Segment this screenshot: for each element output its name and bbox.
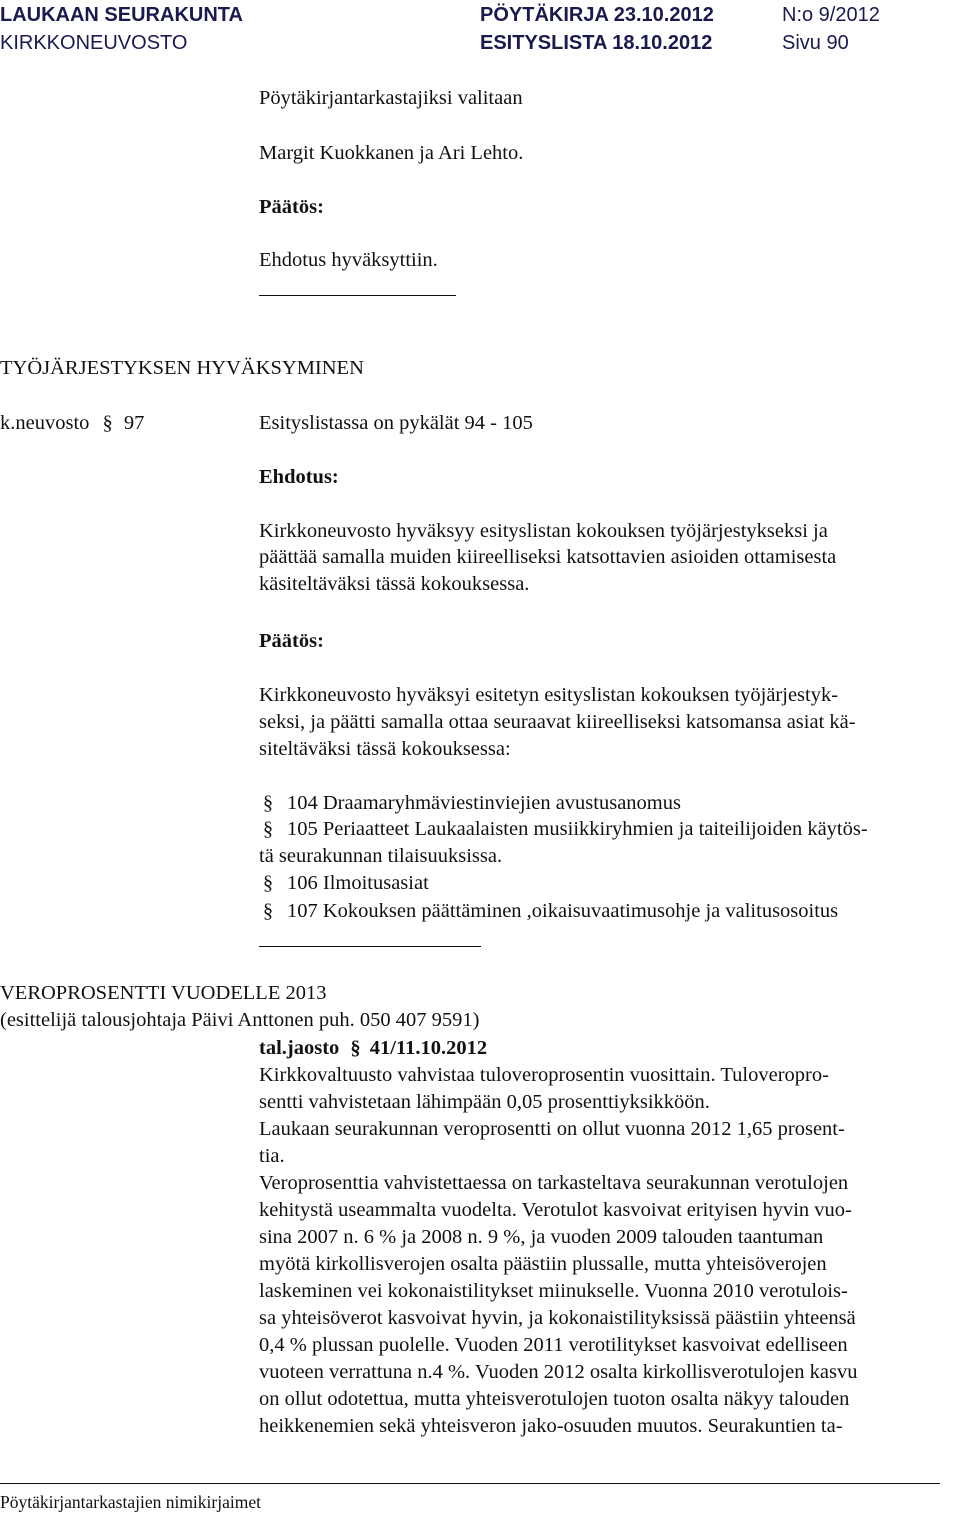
body-line: Veroprosenttia vahvistettaessa on tarkasteltava seurakunnan verotulojen	[259, 1172, 849, 1194]
committee-ref: tal.jaosto	[259, 1037, 340, 1059]
proposal-line: käsiteltäväksi tässä kokouksessa.	[259, 573, 530, 595]
body-line: sentti vahvistetaan lähimpään 0,05 prosenttiyksikköön.	[259, 1091, 710, 1113]
inspectors-intro: Pöytäkirjantarkastajiksi valitaan	[259, 87, 523, 109]
org-body: KIRKKONEUVOSTO	[0, 32, 188, 54]
decision-line: Kirkkoneuvosto hyväksyi esitetyn esityslistan kokouksen työjärjestyk-	[259, 684, 839, 706]
decision-label: Päätös:	[259, 196, 324, 218]
page-number: Sivu 90	[782, 32, 849, 54]
decision-text: Ehdotus hyväksyttiin.	[259, 249, 438, 271]
committee-reference	[259, 1038, 487, 1059]
item-title: TYÖJÄRJESTYKSEN HYVÄKSYMINEN	[0, 357, 364, 379]
decision-line: siteltäväksi tässä kokouksessa:	[259, 738, 511, 760]
footer-rule	[0, 1483, 940, 1484]
tax-item-presenter: (esittelijä talousjohtaja Päivi Anttonen puh. 050 407 9591)	[0, 1009, 480, 1031]
section-sign: §	[262, 872, 274, 894]
added-item-text: 105 Periaatteet Laukaalaisten musiikkiryhmien ja taiteilijoiden käytös-	[287, 818, 868, 840]
tax-item-title: VEROPROSENTTI VUODELLE 2013	[0, 982, 327, 1004]
body-line: heikkenemien sekä yhteisveron jako-osuuden muutos. Seurakuntien ta-	[259, 1415, 843, 1437]
section-sign: §	[262, 900, 274, 922]
section-sign: §	[262, 792, 274, 814]
section-sign: §	[350, 1037, 361, 1059]
body-line: sa yhteisöverot kasvoivat hyvin, ja kokonaistilityksissä päästiin yhteensä	[259, 1307, 856, 1329]
body-ref: k.neuvosto	[0, 412, 90, 434]
added-item-text: 107 Kokouksen päättäminen ,oikaisuvaatimusohje ja valitusosoitus	[287, 900, 839, 922]
body-line: kehitystä useammalta vuodelta. Verotulot kasvoivat erityisen hyvin vuo-	[259, 1199, 852, 1221]
decision-line: seksi, ja päätti samalla ottaa seuraavat kiireelliseksi katsomansa asiat kä-	[259, 711, 856, 733]
section-sign: §	[262, 818, 274, 840]
minutes-date: PÖYTÄKIRJA 23.10.2012	[480, 4, 714, 26]
added-item-text: tä seurakunnan tilaisuuksissa.	[259, 845, 503, 867]
body-line: myötä kirkollisverojen osalta päästiin plussalle, mutta yhteisöverojen	[259, 1253, 827, 1275]
committee-number: 41/11.10.2012	[369, 1037, 488, 1059]
agenda-date: ESITYSLISTA 18.10.2012	[480, 32, 713, 54]
body-line: tia.	[259, 1145, 285, 1167]
proposal-line: päättää samalla muiden kiireelliseksi katsottavien asioiden ottamisesta	[259, 546, 837, 568]
minutes-number: N:o 9/2012	[782, 4, 880, 26]
proposal-line: Kirkkoneuvosto hyväksyy esityslistan kokouksen työjärjestykseksi ja	[259, 520, 828, 542]
section-divider	[259, 946, 481, 947]
body-line: laskeminen vei kokonaistilitykset miinukselle. Vuonna 2010 verotulois-	[259, 1280, 848, 1302]
added-item-text: 104 Draamaryhmäviestinviejien avustusanomus	[287, 792, 681, 814]
section-divider	[259, 295, 456, 296]
decision-label: Päätös:	[259, 630, 324, 652]
added-item	[259, 793, 681, 814]
added-item	[259, 873, 429, 894]
section-number: 97	[123, 412, 145, 434]
section-sign: §	[102, 412, 113, 434]
body-line: Kirkkovaltuusto vahvistaa tuloveroprosentin vuosittain. Tuloveropro-	[259, 1064, 829, 1086]
added-item	[259, 846, 502, 867]
body-line: Laukaan seurakunnan veroprosentti on ollut vuonna 2012 1,65 prosent-	[259, 1118, 845, 1140]
body-line: vuoteen verrattuna n.4 %. Vuoden 2012 osalta kirkollisverotulojen kasvu	[259, 1361, 858, 1383]
body-line: on ollut odotettua, mutta yhteisverotulojen tuoton osalta näkyy talouden	[259, 1388, 850, 1410]
proposal-label: Ehdotus:	[259, 466, 339, 488]
inspectors-names: Margit Kuokkanen ja Ari Lehto.	[259, 142, 524, 164]
added-item	[259, 819, 868, 840]
body-line: sina 2007 n. 6 % ja 2008 n. 9 %, ja vuoden 2009 talouden taantuman	[259, 1226, 824, 1248]
added-item	[259, 901, 838, 922]
item-intro: Esityslistassa on pykälät 94 - 105	[259, 412, 533, 434]
signature-label: Pöytäkirjantarkastajien nimikirjaimet	[0, 1492, 261, 1512]
org-name: LAUKAAN SEURAKUNTA	[0, 4, 243, 26]
added-item-text: 106 Ilmoitusasiat	[287, 872, 429, 894]
item-reference	[0, 413, 144, 434]
body-line: 0,4 % plussan puolelle. Vuoden 2011 verotilitykset kasvoivat edelliseen	[259, 1334, 848, 1356]
